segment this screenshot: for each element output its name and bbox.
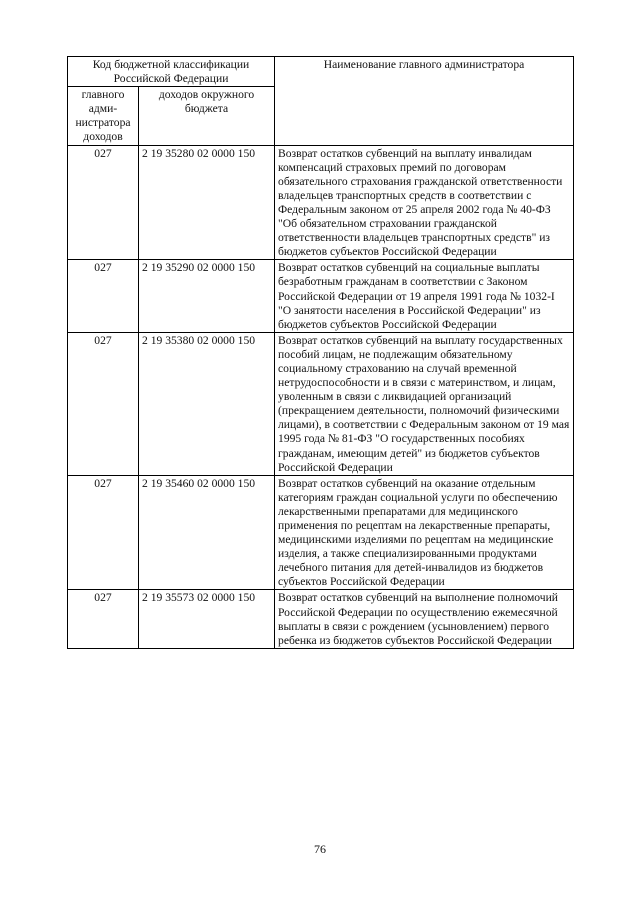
admin-code-cell: 027 [68,260,139,332]
table-row [68,332,574,475]
income-code-cell: 2 19 35280 02 0000 150 [139,145,275,260]
administrator-name-cell: Возврат остатков субвенций на оказание отдельным категориям граждан социальной услуги по обеспечению лекарственными препаратами для медицинского применения по рецептам на лекарственные препараты, медицинскими изделиями по рецептам на медицинские изделия, а также специализированными продуктами лечебного питания для детей-инвалидов из бюджетов субъектов Российской Федерации [275,475,574,590]
page-number: 76 [314,842,326,856]
administrator-name-cell: Возврат остатков субвенций на выплату государственных пособий лицам, не подлежащим обязательному социальному страхованию на случай временной нетрудоспособности и в связи с материнством, и лицам, уволенным в связи с ликвидацией организаций (прекращением деятельности, полномочий физическими лицами), в соответствии с Федеральным законом от 19 мая 1995 года № 81-ФЗ "О государственных пособиях гражданам, имеющим детей" из бюджетов субъектов Российской Федерации [275,332,574,475]
header-main-administrator: главного адми-нистратора доходов [68,87,139,145]
header-district-income: доходов окружного бюджета [139,87,275,145]
header-classification-code: Код бюджетной классификации Российской Федерации [68,57,275,87]
admin-code-cell: 027 [68,332,139,475]
table-header-row [68,57,574,87]
header-administrator-name: Наименование главного администратора [275,57,574,146]
table-row [68,260,574,332]
admin-code-cell: 027 [68,590,139,648]
income-code-cell: 2 19 35460 02 0000 150 [139,475,275,590]
income-code-cell: 2 19 35573 02 0000 150 [139,590,275,648]
administrator-name-cell: Возврат остатков субвенций на выполнение полномочий Российской Федерации по осуществлению ежемесячной выплаты в связи с рождением (усыновлением) первого ребенка из бюджетов субъектов Российской Федерации [275,590,574,648]
admin-code-cell: 027 [68,475,139,590]
admin-code-cell: 027 [68,145,139,260]
administrator-name-cell: Возврат остатков субвенций на социальные выплаты безработным гражданам в соответствии с Законом Российской Федерации от 19 апреля 1991 года № 1032-I "О занятости населения в Российской Федерации" из бюджетов субъектов Российской Федерации [275,260,574,332]
table-row [68,590,574,648]
income-code-cell: 2 19 35290 02 0000 150 [139,260,275,332]
administrator-name-cell: Возврат остатков субвенций на выплату инвалидам компенсаций страховых премий по договорам обязательного страхования гражданской ответственности владельцев транспортных средств в соответствии с Федеральным законом от 25 апреля 2002 года № 40-ФЗ "Об обязательном страховании гражданской ответственности владельцев транспортных средств" из бюджетов субъектов Российской Федерации [275,145,574,260]
income-code-cell: 2 19 35380 02 0000 150 [139,332,275,475]
budget-classification-table [67,56,574,649]
table-row [68,145,574,260]
table-row [68,475,574,590]
